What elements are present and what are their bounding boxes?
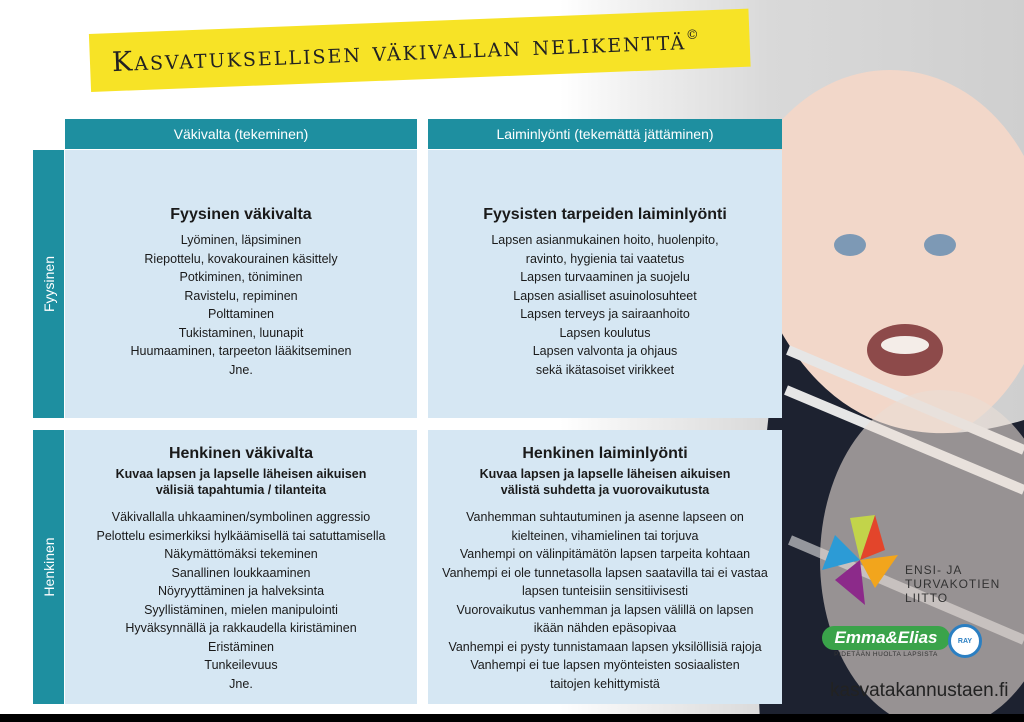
list-item: Pelottelu esimerkiksi hylkäämisellä tai satuttamisella [96,528,386,543]
page-title: Kasvatuksellisen väkivallan nelikenttä© [111,24,702,78]
list-item: Hyväksynnällä ja rakkaudella kiristäminen [125,621,357,635]
ray-badge-icon: RAY [948,624,982,658]
cell-subheading: Kuvaa lapsen ja lapselle läheisen aikuisen välistä suhdetta ja vuorovaikutusta [479,467,731,497]
cell-physical-neglect [428,150,782,418]
cell-mental-violence [65,430,417,704]
physical-neglect-list [428,231,782,379]
list-item: Vanhempi ei ole tunnetasolla lapsen saatavilla tai ei vastaa lapsen tunteisiin sensitiivisesti [442,565,768,598]
list-item: Tunkeilevuus [204,658,278,672]
list-item: Nöyryyttäminen ja halveksinta [157,584,325,598]
list-item: Vanhempi on välinpitämätön lapsen tarpeita kohtaan [459,547,751,561]
cell-mental-neglect [428,430,782,704]
pinwheel-logo-icon [820,510,900,610]
emma-elias-tagline: PIDETÄÄN HUOLTA LAPSISTA [834,651,938,658]
list-item: Väkivallalla uhkaaminen/symbolinen aggressio [111,510,371,524]
cell-physical-violence [65,150,417,418]
physical-violence-list [65,231,417,379]
list-item: Lapsen terveys ja sairaanhoito [520,307,690,321]
cell-heading: Fyysisten tarpeiden laiminlyönti [483,206,727,223]
bottom-divider [0,714,1024,722]
list-item: Vanhempi ei tue lapsen myönteisten sosiaalisten taitojen kehittymistä [470,658,740,691]
list-item: Vanhempi ei pysty tunnistamaan lapsen yksilöllisiä rajoja [448,639,762,654]
cell-subheading: Kuvaa lapsen ja lapselle läheisen aikuisen välisiä tapahtumia / tilanteita [115,467,367,497]
ensi-logo-text: ENSI- JA TURVAKOTIEN LIITTO [905,563,1001,605]
website-link[interactable]: kasvatakannustaen.fi [830,680,1009,701]
list-item: Vuorovaikutus vanhemman ja lapsen välillä on lapsen ikään nähden epäsopivaa [456,602,754,635]
list-item: Lapsen asialliset asuinolosuhteet [513,288,697,303]
list-item: Lapsen koulutus [559,325,651,340]
list-item: Potkiminen, töniminen [179,270,303,284]
list-item: Jne. [229,362,253,377]
list-item: Polttaminen [207,307,274,321]
row-header-physical: Fyysinen [33,150,64,418]
list-item: Vanhemman suhtautuminen ja asenne lapseen on kielteinen, vihamielinen tai torjuva [466,510,744,543]
list-item: Syyllistäminen, mielen manipulointi [144,602,338,617]
cell-heading: Henkinen laiminlyönti [522,445,688,462]
cell-heading: Henkinen väkivalta [168,445,314,462]
column-header-violence: Väkivalta (tekeminen) [65,119,417,149]
list-item: Eristäminen [208,639,274,654]
list-item: Sanallinen loukkaaminen [171,565,311,580]
list-item: Lapsen valvonta ja ohjaus sekä ikätasoiset virikkeet [532,344,678,377]
row-header-mental: Henkinen [33,430,64,704]
emma-elias-logo [822,626,950,660]
emma-elias-title: Emma&Elias [822,626,950,650]
list-item: Lapsen turvaaminen ja suojelu [520,270,690,284]
cell-heading: Fyysinen väkivalta [170,206,312,223]
column-header-neglect: Laiminlyönti (tekemättä jättäminen) [428,119,782,149]
list-item: Riepottelu, kovakourainen käsittely [144,251,338,266]
list-item: Jne. [229,676,253,691]
list-item: Näkymättömäksi tekeminen [164,547,318,561]
list-item: Huumaaminen, tarpeeton lääkitseminen [130,344,352,358]
mental-neglect-list [428,508,782,693]
list-item: Lapsen asianmukainen hoito, huolenpito, ravinto, hygienia tai vaatetus [491,233,719,266]
list-item: Lyöminen, läpsiminen [180,233,302,247]
list-item: Ravistelu, repiminen [184,288,298,303]
list-item: Tukistaminen, luunapit [178,325,304,340]
mental-violence-list [65,508,417,693]
